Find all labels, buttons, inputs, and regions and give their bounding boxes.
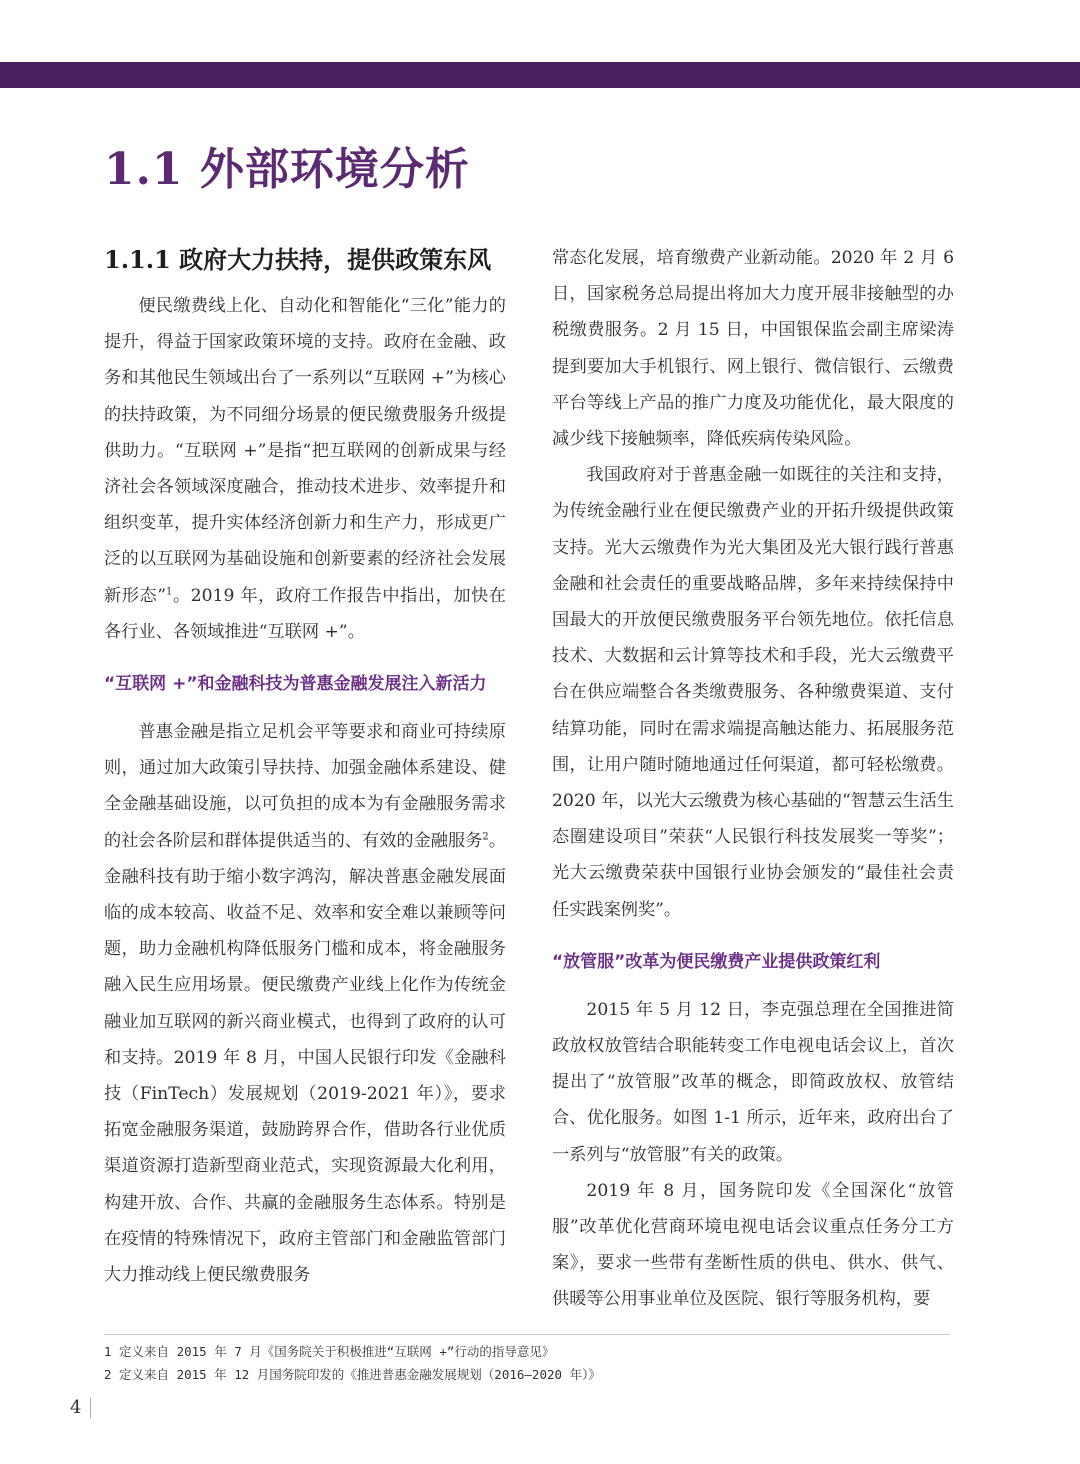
- header-bar: [0, 62, 1080, 88]
- paragraph: [104, 288, 506, 650]
- subsection-title: “互联网 +”和金融科技为普惠金融发展注入新活力: [104, 674, 487, 695]
- section-title: 1.1.1 政府大力扶持，提供政策东风: [104, 245, 492, 274]
- paragraph: 2019 年 8 月，国务院印发《全国深化“放管服”改革优化营商环境电视电话会议重点任务分工方案》，要求一些带有垄断性质的供电、供水、供气、供暖等公用事业单位及医院、银行等服务机构，要: [552, 1180, 954, 1310]
- footnote-divider: [104, 1334, 950, 1335]
- left-column: [104, 240, 506, 1293]
- page-number-divider: [90, 1398, 91, 1418]
- paragraph: 我国政府对于普惠金融一如既往的关注和支持，为传统金融行业在便民缴费产业的开拓升级提供政策支持。光大云缴费作为光大集团及光大银行践行普惠金融和社会责任的重要战略品牌，多年来持续保持中国最大的开放便民缴费服务平台领先地位。依托信息技术、大数据和云计算等技术和手段，光大云缴费平台在供应端整合各类缴费服务、各种缴费渠道、支付结算功能，同时在需求端提高触达能力、拓展服务范围，让用户随时随地通过任何渠道，都可轻松缴费。2020 年，以光大云缴费为核心基础的“智慧云生活生态圈建设项目”荣获“人民银行科技发展奖一等奖”；光大云缴费荣获中国银行业协会颁发的“最佳社会责任实践案例奖”。: [552, 465, 954, 920]
- footnote-ref[interactable]: 2: [482, 830, 489, 842]
- paragraph: [104, 714, 506, 1293]
- chapter-title: 1.1 外部环境分析: [104, 144, 470, 195]
- footnote: 2 定义来自 2015 年 12 月国务院印发的《推进普惠金融发展规划（2016—2020 年）》: [104, 1367, 601, 1382]
- paragraph-text: 。2019 年，政府工作报告中指出，加快在各行业、各领域推进“互联网 +”。: [104, 585, 506, 642]
- footnote: 1 定义来自 2015 年 7 月《国务院关于积极推进“互联网 +”行动的指导意见》: [104, 1344, 555, 1359]
- footnote-ref[interactable]: 1: [166, 585, 173, 597]
- footnotes: [104, 1340, 950, 1386]
- paragraph-text: 便民缴费线上化、自动化和智能化“三化”能力的提升，得益于国家政策环境的支持。政府在金融、政务和其他民生领域出台了一系列以“互联网 +”为核心的扶持政策，为不同细分场景的便民缴费服务升级提供助力。“互联网 +”是指“把互联网的创新成果与经济社会各领域深度融合，推动技术进步、效率提升和组织变革，提升实体经济创新力和生产力，形成更广泛的以互联网为基础设施和创新要素的经济社会发展新形态”: [104, 296, 506, 606]
- paragraph-text: 普惠金融是指立足机会平等要求和商业可持续原则，通过加大政策引导扶持、加强金融体系建设、健全金融基础设施，以可负担的成本为有金融服务需求的社会各阶层和群体提供适当的、有效的金融服务: [104, 722, 506, 851]
- right-column: [552, 240, 954, 1318]
- paragraph-text: 。金融科技有助于缩小数字鸿沟，解决普惠金融发展面临的成本较高、收益不足、效率和安全难以兼顾等问题，助力金融机构降低服务门槛和成本，将金融服务融入民生应用场景。便民缴费产业线上化作为传统金融业加互联网的新兴商业模式，也得到了政府的认可和支持。2019 年 8 月，中国人民银行印发《金融科技（FinTech）发展规划（2019-2021 年）》，要求拓宽金融服务渠道，鼓励跨界合作，借助各行业优质渠道资源打造新型商业范式，实现资源最大化利用，构建开放、合作、共赢的金融服务生态体系。特别是在疫情的特殊情况下，政府主管部门和金融监管部门大力推动线上便民缴费服务: [104, 830, 506, 1286]
- subsection-title: “放管服”改革为便民缴费产业提供政策红利: [552, 951, 881, 972]
- paragraph: 常态化发展，培育缴费产业新动能。2020 年 2 月 6 日，国家税务总局提出将加大力度开展非接触型的办税缴费服务。2 月 15 日，中国银保监会副主席梁涛提到要加大手机银行、网上银行、微信银行、云缴费平台等线上产品的推广力度及功能优化，最大限度的减少线下接触频率，降低疾病传染风险。: [552, 248, 954, 450]
- page-number: 4: [70, 1397, 82, 1418]
- paragraph: 2015 年 5 月 12 日，李克强总理在全国推进简政放权放管结合职能转变工作电视电话会议上，首次提出了“放管服”改革的概念，即简政放权、放管结合、优化服务。如图 1-1 所示，近年来，政府出台了一系列与“放管服”有关的政策。: [552, 999, 954, 1165]
